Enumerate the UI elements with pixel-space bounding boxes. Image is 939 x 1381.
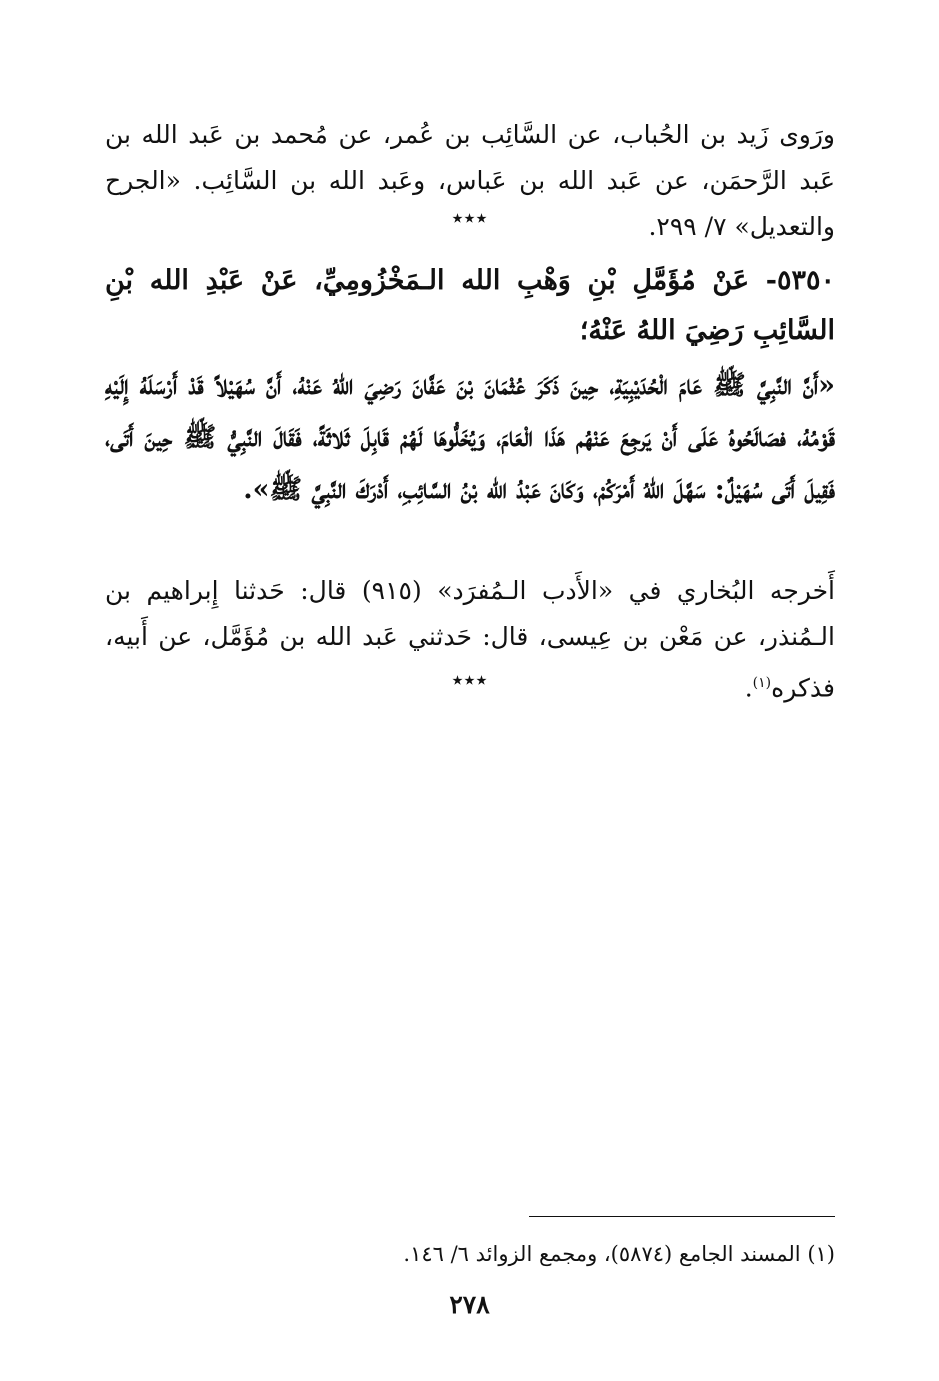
narration-paragraph: ورَوى زَيد بن الحُباب، عن السَّائِب بن عُمر، عن مُحمد بن عَبد الله بن عَبد الرَّحمَن، عن عَبد الله بن عَباس، وعَبد الله بن السَّائِب. «الجرح والتعديل» ٧/ ٢٩٩.: [105, 120, 835, 241]
page-number: ٢٧٨: [449, 1290, 490, 1319]
hadith-heading: ٥٣٥٠- عَنْ مُؤَمَّلِ بْنِ وَهْبِ الله الـمَخْزُومِيِّ، عَنْ عَبْدِ الله بْنِ السَّائِبِ رَضِيَ اللهُ عَنْهُ؛: [105, 265, 835, 346]
takhrij-text: أَخرجه البُخاري في «الأَدب الـمُفرَد» (٩١٥) قال: حَدثنا إِبراهيم بن الـمُنذر، عن مَعْن بن عِيسى، قال: حَدثني عَبد الله بن مُؤَمَّل، عن أَبيه، فذكره: [105, 576, 835, 703]
hadith-text: «أَنَّ النَّبِيَّ ﷺ عَامَ الْحُدَيْبِيَةِ، حِينَ ذَكَرَ عُثْمَانَ بْنَ عَفَّانَ رَضِيَ اللهُ عَنْهُ، أَنَّ سُهَيْلاً قَدْ أَرْسَلَهُ إِلَيْهِ قَوْمُهُ، فصَالَحُوهُ عَلَى أَنْ يَرجِعَ عَنْهُم هَذَا الْعَامَ، وَيُخَلُّوهَا لَهُمْ قَابِلَ ثَلاثَةً، فَقَالَ النَّبِيُّ ﷺ حِينَ أَتَى، فَقِيلَ أَتَى سُهَيْلٌ: سَهَّلَ اللهُ أَمْرَكُمْ، وَكَانَ عَبْدُ الله بْنُ السَّائِبِ، أَدْرَكَ النَّبِيَّ ﷺ».: [105, 370, 835, 505]
footnote-marker: (١): [752, 675, 772, 691]
section-separator-bottom: ٭٭٭: [451, 668, 488, 693]
footnote: (١) المسند الجامع (٥٨٧٤)، ومجمع الزوائد ٦/ ١٤٦.: [403, 1242, 835, 1266]
section-separator-top: ٭٭٭: [451, 206, 488, 231]
takhrij-end: .: [744, 673, 753, 703]
footnote-divider: [529, 1216, 835, 1217]
